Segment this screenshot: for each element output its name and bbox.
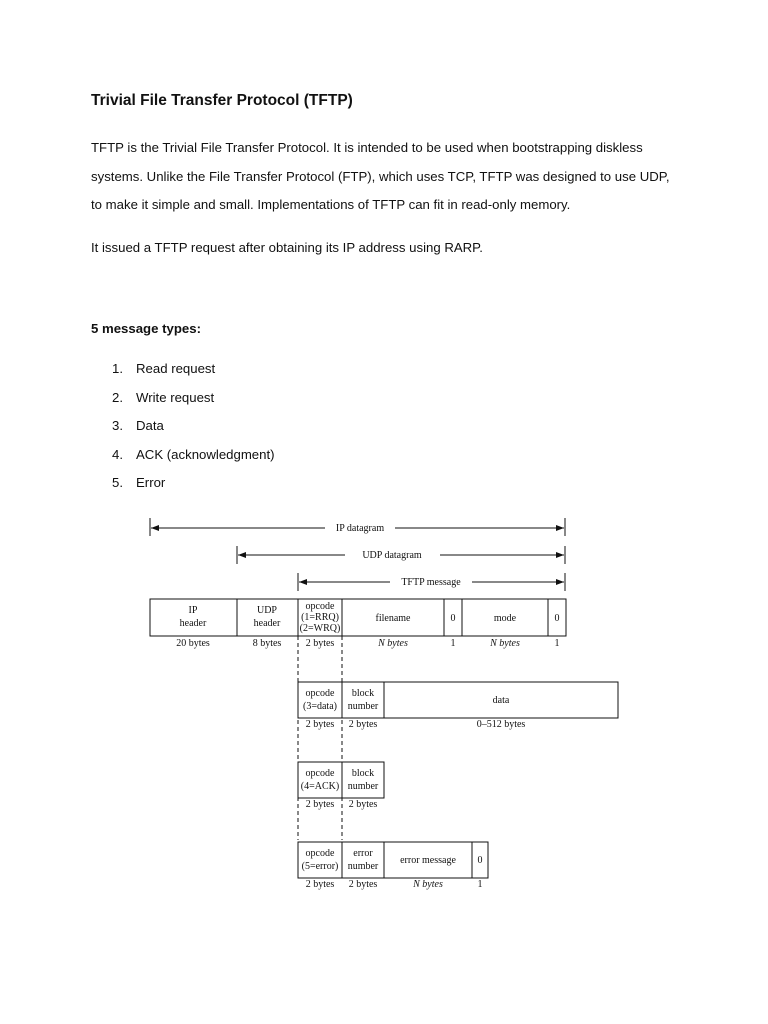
- data-opcode-label-1: opcode: [305, 688, 335, 699]
- tftp-message-label: TFTP message: [401, 577, 461, 588]
- paragraph-rarp: It issued a TFTP request after obtaining its IP address using RARP.: [91, 240, 483, 255]
- data-block-label-2: number: [347, 701, 379, 712]
- ip-header-label-2: header: [179, 618, 207, 629]
- message-types-heading: 5 message types:: [91, 321, 201, 336]
- data-block-label-1: block: [351, 688, 375, 699]
- error-number-size: 2 bytes: [348, 879, 378, 890]
- error-message-size: N bytes: [413, 879, 443, 890]
- tftp-packet-diagram: [140, 510, 630, 900]
- udp-header-label-1: UDP: [256, 605, 278, 616]
- paragraph-line-2: systems. Unlike the File Transfer Protocol (FTP), which uses TCP, TFTP was designed to use UDP,: [91, 169, 670, 184]
- rrq-opcode-size: 2 bytes: [305, 638, 335, 649]
- error-number-label-2: number: [347, 861, 379, 872]
- ack-block-size: 2 bytes: [348, 799, 378, 810]
- data-block-size: 2 bytes: [348, 719, 378, 730]
- message-types-list: [112, 361, 275, 504]
- error-zero-label: 0: [477, 855, 483, 866]
- error-number-label-1: error: [353, 848, 373, 859]
- paragraph-line-3: to make it simple and small. Implementations of TFTP can fit in read-only memory.: [91, 197, 571, 212]
- error-opcode-label-2: (5=error): [301, 861, 339, 872]
- udp-header-label-2: header: [253, 618, 281, 629]
- udp-header-size: 8 bytes: [252, 638, 282, 649]
- error-opcode-size: 2 bytes: [305, 879, 335, 890]
- data-opcode-size: 2 bytes: [305, 719, 335, 730]
- rrq-zero-1-label: 0: [450, 613, 456, 624]
- data-payload-label: data: [492, 695, 510, 706]
- data-payload-size: 0–512 bytes: [476, 719, 526, 730]
- filename-size: N bytes: [378, 638, 408, 649]
- ack-opcode-label-1: opcode: [305, 768, 335, 779]
- error-message-label: error message: [400, 855, 456, 866]
- diagram-svg: [140, 510, 630, 900]
- ack-opcode-label-2: (4=ACK): [300, 781, 340, 792]
- rrq-opcode-label-2: (1=RRQ): [301, 612, 339, 623]
- ack-opcode-size: 2 bytes: [305, 799, 335, 810]
- data-opcode-label-2: (3=data): [303, 701, 337, 712]
- list-item: 5. Error: [112, 475, 166, 490]
- rrq-zero-2-label: 0: [554, 613, 560, 624]
- mode-label: mode: [493, 613, 517, 624]
- paragraph-line-1: TFTP is the Trivial File Transfer Protocol. It is intended to be used when bootstrapping diskless: [91, 140, 643, 155]
- rrq-opcode-label-3: (2=WRQ): [299, 623, 341, 634]
- list-item: 1. Read request: [112, 361, 216, 376]
- ack-block-label-1: block: [351, 768, 375, 779]
- rrq-zero-2-size: 1: [554, 638, 560, 649]
- rrq-opcode-label-1: opcode: [305, 601, 335, 612]
- rrq-zero-1-size: 1: [450, 638, 456, 649]
- list-item: 3. Data: [112, 418, 164, 433]
- error-opcode-label-1: opcode: [305, 848, 335, 859]
- list-item: 2. Write request: [112, 389, 215, 405]
- ip-header-size: 20 bytes: [176, 638, 210, 649]
- mode-size: N bytes: [490, 638, 520, 649]
- ip-datagram-label: IP datagram: [335, 523, 385, 534]
- udp-datagram-label: UDP datagram: [362, 550, 422, 561]
- ip-header-label-1: IP: [188, 605, 198, 616]
- ack-block-label-2: number: [347, 781, 379, 792]
- error-zero-size: 1: [477, 879, 483, 890]
- document-title: Trivial File Transfer Protocol (TFTP): [91, 92, 353, 109]
- list-item: 4. ACK (acknowledgment): [112, 446, 275, 462]
- filename-label: filename: [375, 613, 411, 624]
